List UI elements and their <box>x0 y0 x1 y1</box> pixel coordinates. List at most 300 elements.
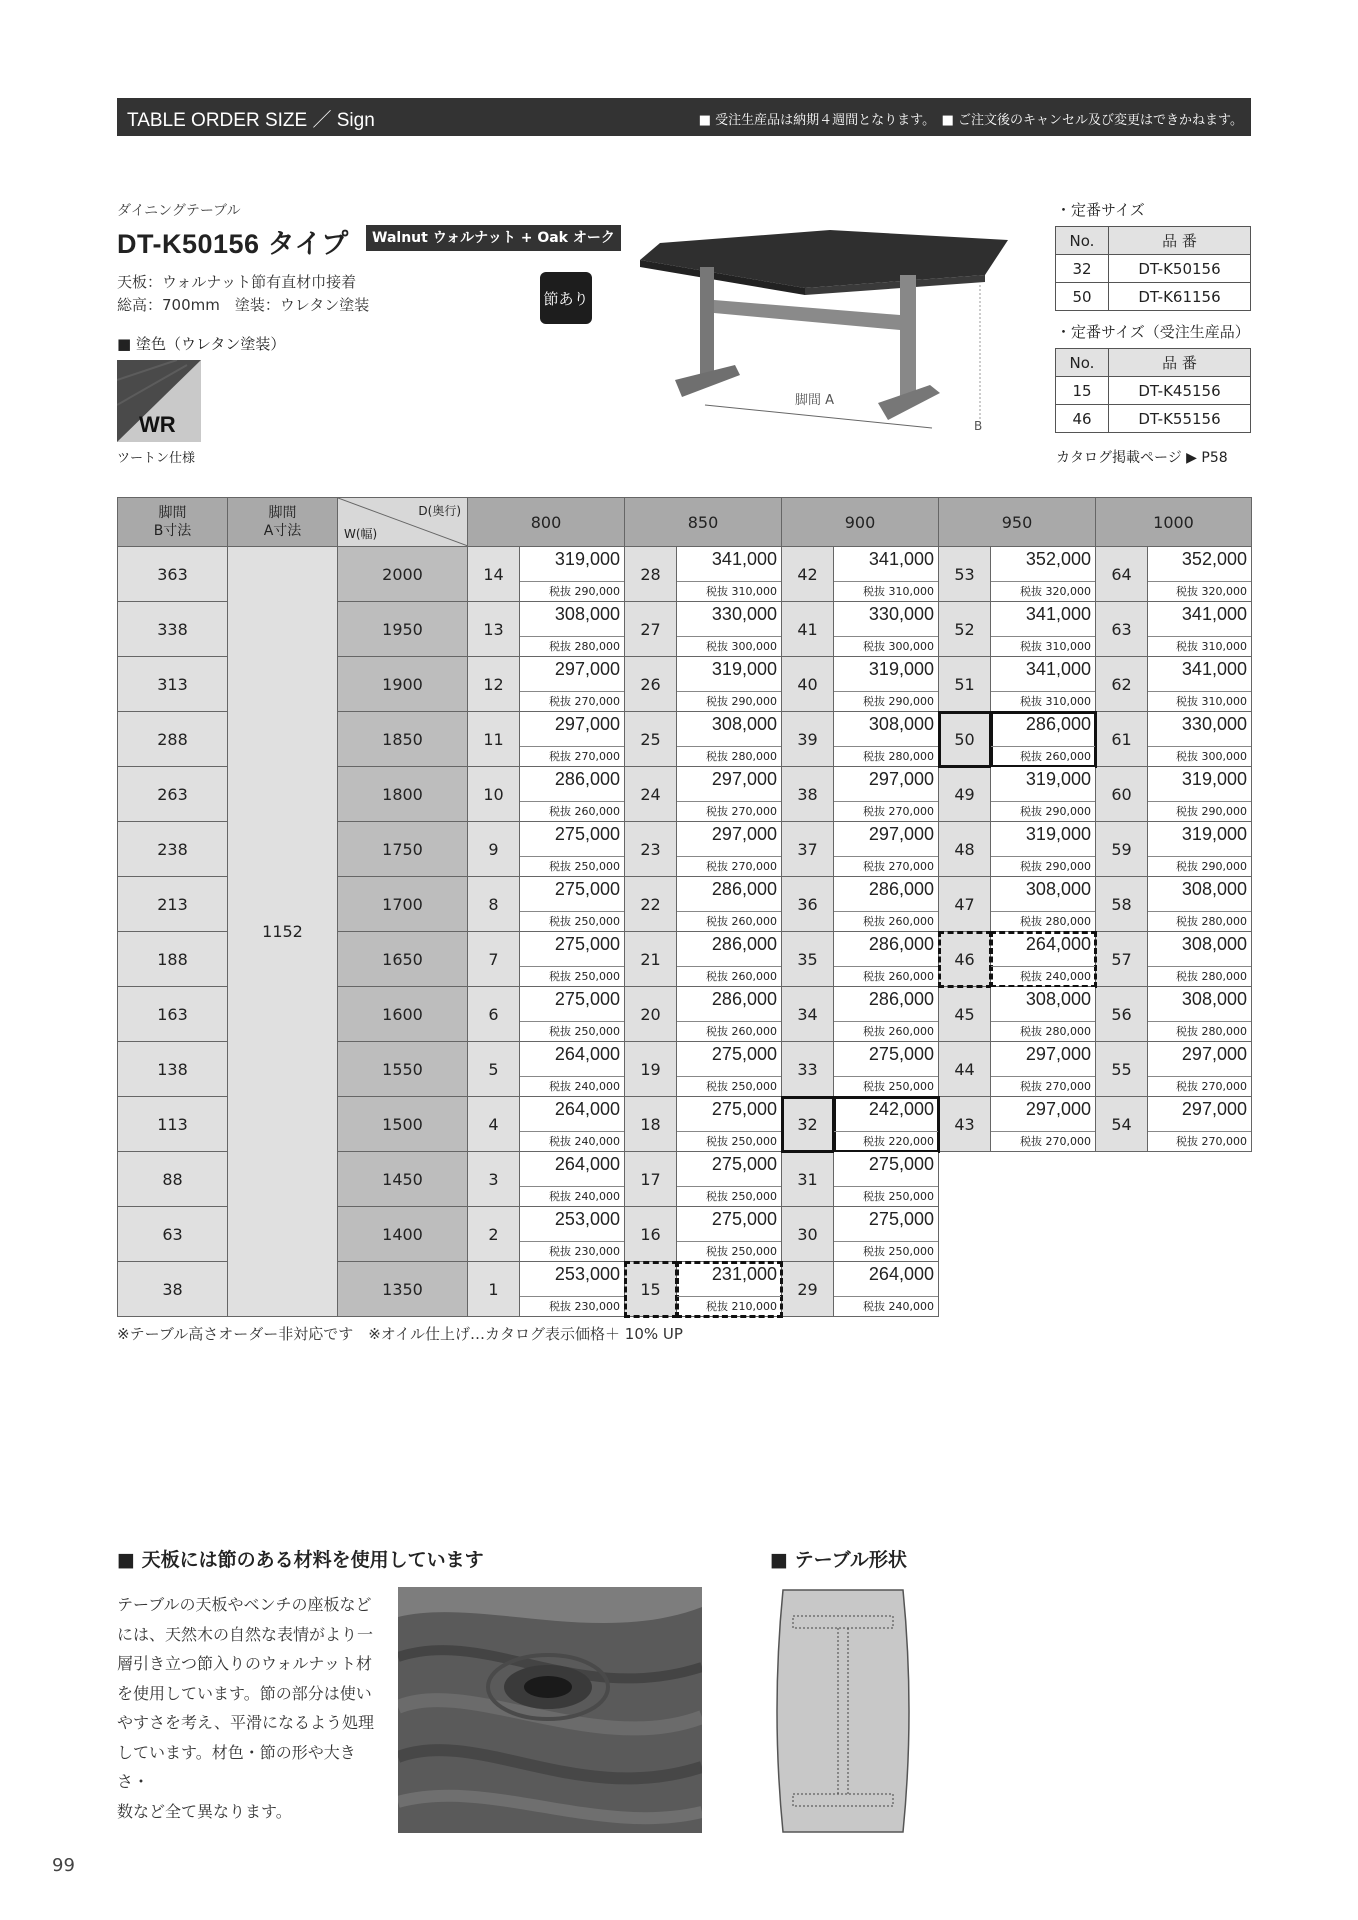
price-tax-included: 275,000 <box>554 934 620 954</box>
order-number-cell: 10 <box>468 767 520 822</box>
price-tax-excluded: 税抜 250,000 <box>834 1241 938 1261</box>
price-tax-excluded: 税抜 280,000 <box>677 746 781 766</box>
table-drawing <box>630 225 1010 445</box>
order-number-cell: 22 <box>625 877 677 932</box>
order-number-cell: 35 <box>782 932 834 987</box>
order-number-cell: 24 <box>625 767 677 822</box>
width-cell: 1500 <box>338 1097 468 1152</box>
order-sizes-table <box>1055 348 1251 433</box>
price-tax-excluded: 税抜 230,000 <box>520 1241 624 1261</box>
price-tax-included: 286,000 <box>868 989 934 1009</box>
table-illustration <box>630 225 1010 445</box>
price-tax-excluded: 税抜 310,000 <box>1148 691 1251 711</box>
order-number-cell: 40 <box>782 657 834 712</box>
knot-text-line: 層引き立つ節入りのウォルナット材 <box>117 1654 373 1673</box>
table-row <box>1056 283 1251 311</box>
depth-header: 800 <box>468 498 625 547</box>
b-dimension-cell: 163 <box>118 987 228 1042</box>
price-table-header <box>118 498 1252 547</box>
price-tax-included: 308,000 <box>868 714 934 734</box>
page-number: 99 <box>52 1855 75 1876</box>
order-number-cell: 41 <box>782 602 834 657</box>
width-cell: 1750 <box>338 822 468 877</box>
order-number-cell: 58 <box>1096 877 1148 932</box>
knot-section-text <box>117 1590 387 1826</box>
price-tax-included: 319,000 <box>868 659 934 679</box>
order-part: DT-K45156 <box>1109 377 1251 405</box>
price-cell <box>520 547 625 602</box>
order-number-cell: 14 <box>468 547 520 602</box>
knot-text-line: しています。材色・節の形や大きさ・ <box>117 1742 356 1791</box>
order-col-no: No. <box>1056 349 1109 377</box>
price-tax-excluded: 税抜 250,000 <box>520 856 624 876</box>
price-tax-included: 297,000 <box>711 769 777 789</box>
spec-top: 天板：ウォルナット節有直材巾接着 <box>117 273 357 291</box>
price-tax-excluded: 税抜 280,000 <box>1148 1021 1251 1041</box>
order-number-cell: 60 <box>1096 767 1148 822</box>
empty-cell <box>939 1262 1096 1317</box>
price-tax-excluded: 税抜 280,000 <box>834 746 938 766</box>
price-cell <box>677 1042 782 1097</box>
order-col-part: 品 番 <box>1109 349 1251 377</box>
price-tax-included: 275,000 <box>868 1209 934 1229</box>
price-tax-included: 308,000 <box>1181 989 1247 1009</box>
price-cell <box>520 1262 625 1317</box>
empty-cell <box>939 1207 1096 1262</box>
price-tax-excluded: 税抜 240,000 <box>520 1186 624 1206</box>
price-cell <box>991 877 1096 932</box>
order-number-cell: 45 <box>939 987 991 1042</box>
order-number-cell: 32 <box>782 1097 834 1152</box>
price-tax-included: 242,000 <box>868 1099 934 1119</box>
price-tax-included: 341,000 <box>1025 604 1091 624</box>
price-tax-included: 330,000 <box>1181 714 1247 734</box>
std-no: 50 <box>1056 283 1109 311</box>
price-tax-included: 286,000 <box>1025 714 1091 734</box>
spec-height: 総高：700mm 塗装：ウレタン塗装 <box>117 296 370 314</box>
price-tax-excluded: 税抜 310,000 <box>1148 636 1251 656</box>
header-title: TABLE ORDER SIZE ／ Sign <box>127 110 375 131</box>
a-dimension-cell: 1152 <box>228 547 338 1317</box>
b-dimension-cell: 113 <box>118 1097 228 1152</box>
price-cell <box>991 987 1096 1042</box>
price-cell <box>834 1152 939 1207</box>
price-tax-included: 264,000 <box>868 1264 934 1284</box>
order-number-cell: 8 <box>468 877 520 932</box>
table-row <box>118 547 1252 602</box>
price-tax-excluded: 税抜 240,000 <box>991 966 1095 986</box>
price-cell <box>1148 822 1252 877</box>
price-tax-excluded: 税抜 250,000 <box>677 1131 781 1151</box>
price-cell <box>834 547 939 602</box>
price-tax-excluded: 税抜 300,000 <box>834 636 938 656</box>
price-tax-excluded: 税抜 240,000 <box>834 1296 938 1316</box>
price-tax-excluded: 税抜 320,000 <box>1148 581 1251 601</box>
price-tax-included: 275,000 <box>711 1044 777 1064</box>
price-tax-excluded: 税抜 310,000 <box>834 581 938 601</box>
price-tax-included: 275,000 <box>554 824 620 844</box>
knot-text-line: テーブルの天板やベンチの座板など <box>117 1595 372 1614</box>
knot-section-heading: ■ 天板には節のある材料を使用しています <box>117 1549 484 1571</box>
order-number-cell: 21 <box>625 932 677 987</box>
price-tax-excluded: 税抜 280,000 <box>1148 966 1251 986</box>
price-tax-excluded: 税抜 240,000 <box>520 1131 624 1151</box>
price-tax-excluded: 税抜 260,000 <box>677 1021 781 1041</box>
table-row <box>1056 377 1251 405</box>
price-tax-excluded: 税抜 240,000 <box>520 1076 624 1096</box>
std-col-part: 品 番 <box>1109 227 1251 255</box>
price-cell <box>991 1097 1096 1152</box>
price-cell <box>520 822 625 877</box>
price-tax-included: 341,000 <box>711 549 777 569</box>
price-tax-excluded: 税抜 290,000 <box>1148 856 1251 876</box>
price-tax-excluded: 税抜 260,000 <box>991 746 1095 766</box>
price-tax-excluded: 税抜 270,000 <box>520 691 624 711</box>
price-cell <box>834 767 939 822</box>
price-tax-included: 319,000 <box>711 659 777 679</box>
price-tax-included: 275,000 <box>868 1044 934 1064</box>
b-dimension-cell: 238 <box>118 822 228 877</box>
price-tax-excluded: 税抜 270,000 <box>677 801 781 821</box>
price-cell <box>834 1097 939 1152</box>
price-tax-excluded: 税抜 210,000 <box>677 1296 781 1316</box>
wood-grain-image <box>398 1587 702 1833</box>
order-number-cell: 46 <box>939 932 991 987</box>
empty-cell <box>939 1152 1096 1207</box>
price-cell <box>834 877 939 932</box>
price-tax-included: 308,000 <box>1025 989 1091 1009</box>
price-tax-excluded: 税抜 290,000 <box>1148 801 1251 821</box>
b-dimension-cell: 288 <box>118 712 228 767</box>
price-cell <box>834 1042 939 1097</box>
price-cell <box>991 822 1096 877</box>
price-cell <box>520 1042 625 1097</box>
order-number-cell: 53 <box>939 547 991 602</box>
b-dimension-cell: 63 <box>118 1207 228 1262</box>
price-cell <box>677 767 782 822</box>
order-number-cell: 34 <box>782 987 834 1042</box>
price-tax-included: 308,000 <box>554 604 620 624</box>
price-cell <box>677 657 782 712</box>
order-number-cell: 61 <box>1096 712 1148 767</box>
order-part: DT-K55156 <box>1109 405 1251 433</box>
price-cell <box>520 1097 625 1152</box>
price-tax-excluded: 税抜 260,000 <box>520 801 624 821</box>
price-tax-excluded: 税抜 260,000 <box>834 966 938 986</box>
price-tax-excluded: 税抜 260,000 <box>834 911 938 931</box>
order-number-cell: 57 <box>1096 932 1148 987</box>
price-cell <box>991 547 1096 602</box>
order-number-cell: 19 <box>625 1042 677 1097</box>
price-cell <box>834 1207 939 1262</box>
price-tax-included: 297,000 <box>868 824 934 844</box>
width-cell: 1600 <box>338 987 468 1042</box>
price-tax-excluded: 税抜 300,000 <box>677 636 781 656</box>
price-cell <box>834 657 939 712</box>
price-cell <box>1148 712 1252 767</box>
diagram-label-b: B <box>974 419 983 433</box>
price-cell <box>677 1152 782 1207</box>
order-number-cell: 26 <box>625 657 677 712</box>
price-tax-excluded: 税抜 250,000 <box>520 1021 624 1041</box>
table-shape-graphic <box>775 1588 911 1834</box>
order-number-cell: 5 <box>468 1042 520 1097</box>
price-tax-included: 297,000 <box>554 659 620 679</box>
footnote: ※テーブル高さオーダー非対応です ※オイル仕上げ…カタログ表示価格＋ 10% UP <box>117 1325 683 1343</box>
order-number-cell: 37 <box>782 822 834 877</box>
b-dimension-cell: 338 <box>118 602 228 657</box>
shape-section-heading: ■ テーブル形状 <box>770 1549 907 1571</box>
price-tax-included: 308,000 <box>1181 934 1247 954</box>
std-no: 32 <box>1056 255 1109 283</box>
order-number-cell: 62 <box>1096 657 1148 712</box>
price-tax-excluded: 税抜 270,000 <box>520 746 624 766</box>
order-number-cell: 20 <box>625 987 677 1042</box>
price-tax-included: 341,000 <box>868 549 934 569</box>
knot-text-line: には、天然木の自然な表情がより一 <box>117 1624 374 1644</box>
price-tax-included: 330,000 <box>711 604 777 624</box>
price-cell <box>677 1097 782 1152</box>
header-dw <box>338 498 468 547</box>
price-tax-excluded: 税抜 270,000 <box>1148 1076 1251 1096</box>
price-tax-included: 341,000 <box>1181 604 1247 624</box>
header-bar <box>117 98 1251 136</box>
order-number-cell: 64 <box>1096 547 1148 602</box>
price-tax-included: 286,000 <box>711 934 777 954</box>
price-cell <box>520 1207 625 1262</box>
header-note: ■ 受注生産品は納期４週間となります。 ■ ご注文後のキャンセル及び変更はできかねます。 <box>698 113 1243 128</box>
price-cell <box>677 602 782 657</box>
price-tax-excluded: 税抜 250,000 <box>834 1186 938 1206</box>
order-number-cell: 54 <box>1096 1097 1148 1152</box>
catalog-reference: カタログ掲載ページ ▶ P58 <box>1056 450 1228 466</box>
price-tax-included: 352,000 <box>1025 549 1091 569</box>
header-width-label: W(幅) <box>344 527 378 541</box>
header-b-dim: 脚間 B寸法 <box>118 498 228 547</box>
empty-cell <box>1096 1152 1252 1207</box>
price-cell <box>677 932 782 987</box>
price-tax-excluded: 税抜 260,000 <box>677 911 781 931</box>
finish-heading: ■ 塗色（ウレタン塗装） <box>117 335 286 353</box>
b-dimension-cell: 38 <box>118 1262 228 1317</box>
price-tax-excluded: 税抜 290,000 <box>834 691 938 711</box>
order-number-cell: 49 <box>939 767 991 822</box>
price-tax-included: 341,000 <box>1025 659 1091 679</box>
price-tax-included: 264,000 <box>1025 934 1091 954</box>
price-tax-included: 319,000 <box>1181 769 1247 789</box>
price-cell <box>1148 767 1252 822</box>
b-dimension-cell: 213 <box>118 877 228 932</box>
order-number-cell: 18 <box>625 1097 677 1152</box>
price-tax-included: 253,000 <box>554 1264 620 1284</box>
price-tax-included: 275,000 <box>868 1154 934 1174</box>
price-tax-included: 286,000 <box>868 934 934 954</box>
price-tax-included: 297,000 <box>711 824 777 844</box>
order-number-cell: 31 <box>782 1152 834 1207</box>
order-number-cell: 15 <box>625 1262 677 1317</box>
price-tax-excluded: 税抜 250,000 <box>520 911 624 931</box>
b-dimension-cell: 188 <box>118 932 228 987</box>
order-no: 46 <box>1056 405 1109 433</box>
price-tax-excluded: 税抜 290,000 <box>677 691 781 711</box>
header-depth-label: D(奥行) <box>418 504 461 518</box>
width-cell: 1700 <box>338 877 468 932</box>
price-tax-excluded: 税抜 250,000 <box>834 1076 938 1096</box>
price-table-body <box>118 547 1252 1317</box>
price-cell <box>834 602 939 657</box>
price-cell <box>677 822 782 877</box>
order-number-cell: 52 <box>939 602 991 657</box>
price-cell <box>834 1262 939 1317</box>
order-number-cell: 33 <box>782 1042 834 1097</box>
price-cell <box>991 657 1096 712</box>
price-tax-included: 286,000 <box>554 769 620 789</box>
order-number-cell: 11 <box>468 712 520 767</box>
product-category: ダイニングテーブル <box>117 203 241 219</box>
price-tax-included: 352,000 <box>1181 549 1247 569</box>
price-tax-included: 253,000 <box>554 1209 620 1229</box>
price-tax-included: 297,000 <box>1181 1099 1247 1119</box>
price-tax-included: 297,000 <box>1025 1044 1091 1064</box>
price-tax-excluded: 税抜 270,000 <box>677 856 781 876</box>
price-cell <box>677 987 782 1042</box>
b-dimension-cell: 363 <box>118 547 228 602</box>
price-tax-included: 308,000 <box>1181 879 1247 899</box>
width-cell: 1900 <box>338 657 468 712</box>
width-cell: 1800 <box>338 767 468 822</box>
price-cell <box>520 712 625 767</box>
order-number-cell: 43 <box>939 1097 991 1152</box>
price-tax-excluded: 税抜 320,000 <box>991 581 1095 601</box>
price-tax-excluded: 税抜 250,000 <box>520 966 624 986</box>
price-tax-excluded: 税抜 280,000 <box>1148 911 1251 931</box>
width-cell: 1350 <box>338 1262 468 1317</box>
header-a-dim: 脚間 A寸法 <box>228 498 338 547</box>
price-tax-included: 297,000 <box>1181 1044 1247 1064</box>
price-tax-included: 319,000 <box>1181 824 1247 844</box>
price-tax-excluded: 税抜 270,000 <box>834 801 938 821</box>
order-number-cell: 6 <box>468 987 520 1042</box>
price-cell <box>991 767 1096 822</box>
diagram-label-a: 脚間 A <box>795 393 835 408</box>
price-tax-excluded: 税抜 280,000 <box>991 1021 1095 1041</box>
order-number-cell: 56 <box>1096 987 1148 1042</box>
price-tax-included: 286,000 <box>711 989 777 1009</box>
order-number-cell: 55 <box>1096 1042 1148 1097</box>
price-cell <box>1148 877 1252 932</box>
price-tax-excluded: 税抜 280,000 <box>520 636 624 656</box>
table-shape-diagram <box>775 1588 911 1834</box>
knot-badge: 節あり <box>540 272 592 324</box>
price-tax-excluded: 税抜 250,000 <box>677 1186 781 1206</box>
price-tax-excluded: 税抜 220,000 <box>834 1131 938 1151</box>
width-cell: 1650 <box>338 932 468 987</box>
price-cell <box>1148 1042 1252 1097</box>
knot-text-line: やすさを考え、平滑になるよう処理 <box>117 1713 374 1732</box>
price-tax-excluded: 税抜 290,000 <box>520 581 624 601</box>
std-part: DT-K50156 <box>1109 255 1251 283</box>
width-cell: 1950 <box>338 602 468 657</box>
price-tax-excluded: 税抜 280,000 <box>991 911 1095 931</box>
order-number-cell: 1 <box>468 1262 520 1317</box>
order-number-cell: 59 <box>1096 822 1148 877</box>
price-tax-excluded: 税抜 310,000 <box>677 581 781 601</box>
price-tax-included: 330,000 <box>868 604 934 624</box>
width-cell: 1400 <box>338 1207 468 1262</box>
price-cell <box>520 987 625 1042</box>
color-swatch <box>117 360 201 442</box>
order-number-cell: 9 <box>468 822 520 877</box>
order-number-cell: 29 <box>782 1262 834 1317</box>
product-name: DT-K50156 タイプ <box>117 229 349 259</box>
price-tax-included: 319,000 <box>1025 824 1091 844</box>
price-cell <box>834 822 939 877</box>
width-cell: 1850 <box>338 712 468 767</box>
b-dimension-cell: 263 <box>118 767 228 822</box>
order-number-cell: 2 <box>468 1207 520 1262</box>
price-tax-included: 319,000 <box>1025 769 1091 789</box>
price-tax-included: 341,000 <box>1181 659 1247 679</box>
price-tax-excluded: 税抜 270,000 <box>991 1076 1095 1096</box>
price-cell <box>834 932 939 987</box>
knot-text-line: を使用しています。節の部分は使い <box>117 1683 372 1703</box>
empty-cell <box>1096 1262 1252 1317</box>
order-number-cell: 48 <box>939 822 991 877</box>
price-table <box>117 497 1252 1317</box>
price-tax-included: 231,000 <box>711 1264 777 1284</box>
price-tax-included: 275,000 <box>711 1099 777 1119</box>
knot-text-line: 数など全て異なります。 <box>117 1801 292 1821</box>
order-number-cell: 28 <box>625 547 677 602</box>
price-tax-excluded: 税抜 290,000 <box>991 856 1095 876</box>
price-tax-excluded: 税抜 310,000 <box>991 691 1095 711</box>
price-tax-included: 308,000 <box>711 714 777 734</box>
price-cell <box>677 877 782 932</box>
price-tax-included: 297,000 <box>554 714 620 734</box>
order-number-cell: 4 <box>468 1097 520 1152</box>
price-tax-excluded: 税抜 270,000 <box>991 1131 1095 1151</box>
price-cell <box>520 767 625 822</box>
price-tax-included: 297,000 <box>868 769 934 789</box>
depth-header: 1000 <box>1096 498 1252 547</box>
standard-sizes-table <box>1055 226 1251 311</box>
price-cell <box>991 602 1096 657</box>
order-number-cell: 39 <box>782 712 834 767</box>
standard-sizes-heading: ・定番サイズ <box>1056 201 1145 219</box>
order-number-cell: 12 <box>468 657 520 712</box>
order-number-cell: 30 <box>782 1207 834 1262</box>
std-col-no: No. <box>1056 227 1109 255</box>
std-part: DT-K61156 <box>1109 283 1251 311</box>
price-tax-excluded: 税抜 290,000 <box>991 801 1095 821</box>
order-number-cell: 44 <box>939 1042 991 1097</box>
price-tax-included: 275,000 <box>554 879 620 899</box>
price-cell <box>991 1042 1096 1097</box>
price-cell <box>677 1262 782 1317</box>
price-tax-included: 286,000 <box>711 879 777 899</box>
price-cell <box>834 987 939 1042</box>
price-tax-included: 308,000 <box>1025 879 1091 899</box>
price-tax-excluded: 税抜 250,000 <box>677 1076 781 1096</box>
order-number-cell: 36 <box>782 877 834 932</box>
price-tax-excluded: 税抜 310,000 <box>991 636 1095 656</box>
price-cell <box>1148 987 1252 1042</box>
order-number-cell: 27 <box>625 602 677 657</box>
order-number-cell: 7 <box>468 932 520 987</box>
price-cell <box>520 1152 625 1207</box>
swatch-caption: ツートン仕様 <box>117 451 196 466</box>
order-number-cell: 51 <box>939 657 991 712</box>
